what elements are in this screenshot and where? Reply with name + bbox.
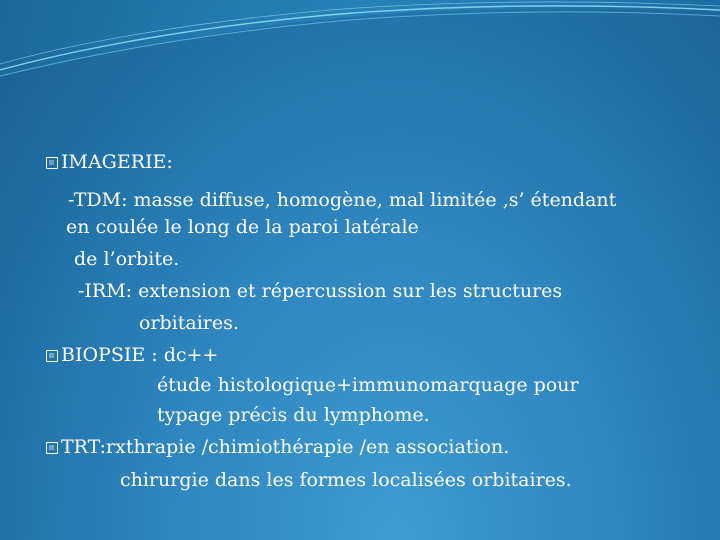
- bullet-line-biopsie: [46, 343, 218, 367]
- line-text: BIOPSIE : dc++: [61, 344, 219, 366]
- checkbox-bullet-icon: [46, 157, 58, 169]
- bullet-line-trt: [46, 435, 509, 459]
- checkbox-bullet-icon: [46, 442, 58, 454]
- line-text: -IRM: extension et répercussion sur les structures: [78, 280, 563, 302]
- line-text: IMAGERIE:: [61, 151, 173, 173]
- text-line-typage: [157, 403, 430, 427]
- line-text: étude histologique+immunomarquage pour: [157, 374, 579, 396]
- line-text: TRT:rxthrapie /chimiothérapie /en association.: [61, 436, 510, 458]
- line-text: typage précis du lymphome.: [157, 404, 430, 426]
- line-text: en coulée le long de la paroi latérale: [66, 216, 419, 238]
- text-line-orbite: [74, 247, 179, 271]
- text-line-orbitaires: [139, 311, 239, 335]
- line-text: de l’orbite.: [74, 248, 180, 270]
- line-text: chirurgie dans les formes localisées orbitaires.: [120, 469, 572, 491]
- line-text: orbitaires.: [139, 312, 239, 334]
- text-line-tdm: [68, 188, 616, 212]
- text-line-tdm-cont: [66, 215, 419, 239]
- text-line-chirurgie: [120, 468, 572, 492]
- text-line-irm: [78, 279, 562, 303]
- text-line-etude: [157, 373, 579, 397]
- line-text: -TDM: masse diffuse, homogène, mal limitée ,s’ étendant: [68, 189, 617, 211]
- checkbox-bullet-icon: [46, 350, 58, 362]
- bullet-line-imagerie: [46, 150, 173, 174]
